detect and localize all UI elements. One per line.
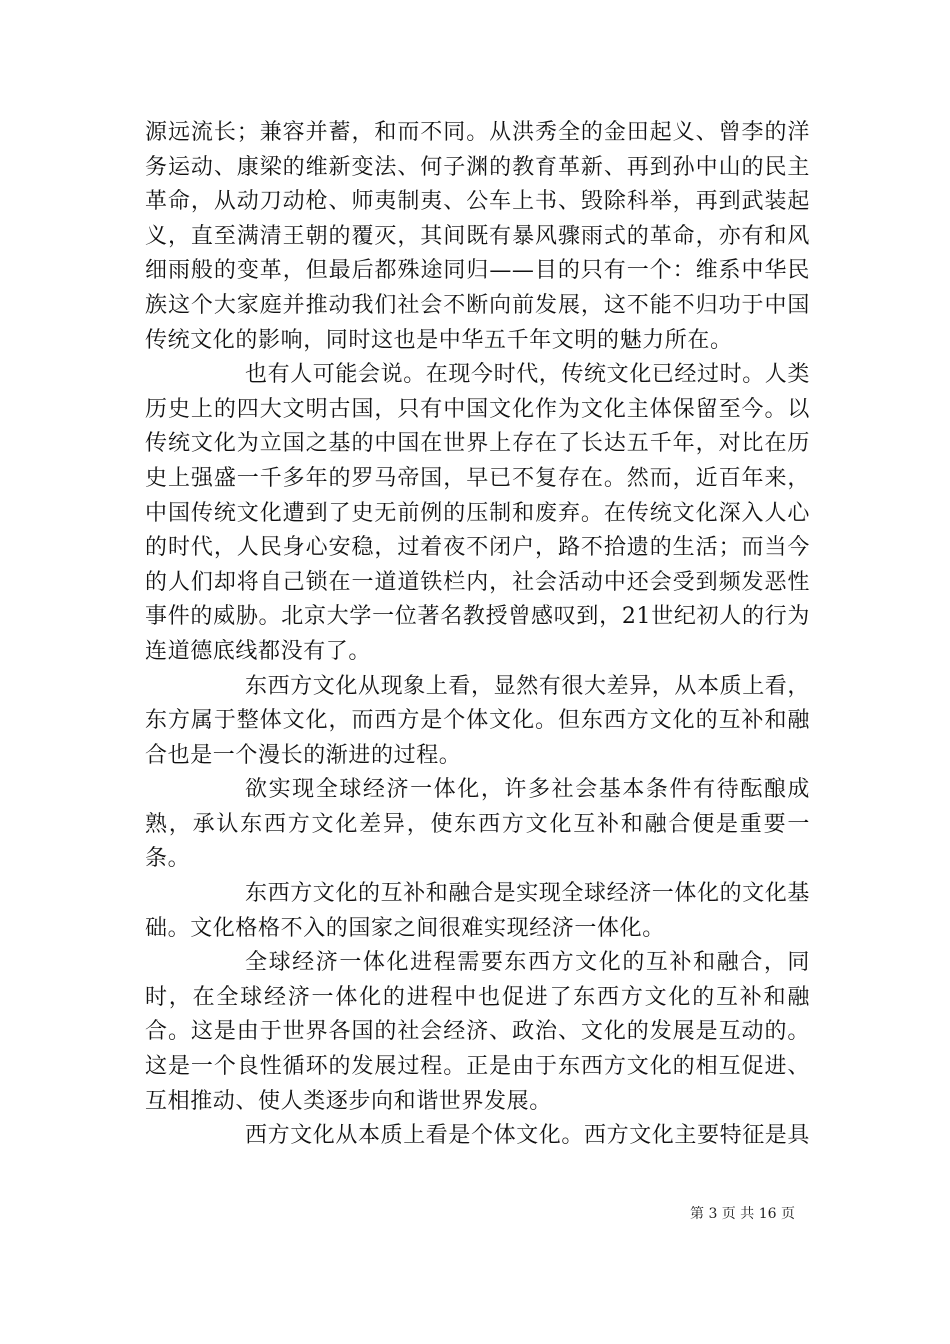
paragraph-5: 东西方文化的互补和融合是实现全球经济一体化的文化基础。文化格格不入的国家之间很难实现经济一体化。: [145, 881, 811, 941]
paragraph-3: 东西方文化从现象上看，显然有很大差异，从本质上看，东方属于整体文化，而西方是个体文化。但东西方文化的互补和融合也是一个漫长的渐进的过程。: [145, 673, 811, 768]
document-body: [145, 116, 810, 1154]
paragraph-4: 欲实现全球经济一体化，许多社会基本条件有待酝酿成熟，承认东西方文化差异，使东西方文化互补和融合便是重要一条。: [145, 777, 810, 872]
paragraph-1: 源远流长；兼容并蓄，和而不同。从洪秀全的金田起义、曾李的洋务运动、康梁的维新变法、何子渊的教育革新、再到孙中山的民主革命，从动刀动枪、师夷制夷、公车上书、毁除科举，再到武装起义，直至满清王朝的覆灭，其间既有暴风骤雨式的革命，亦有和风细雨般的变革，但最后都殊途同归——目的只有一个：维系中华民族这个大家庭并推动我们社会不断向前发展，这不能不归功于中国传统文化的影响，同时这也是中华五千年文明的魅力所在。: [145, 120, 810, 353]
page-number-footer: 第 3 页 共 16 页: [690, 1206, 795, 1222]
paragraph-2: 也有人可能会说。在现今时代，传统文化已经过时。人类历史上的四大文明古国，只有中国文化作为文化主体保留至今。以传统文化为立国之基的中国在世界上存在了长达五千年，对比在历史上强盛一千多年的罗马帝国，早已不复存在。然而，近百年来，中国传统文化遭到了史无前例的压制和废弃。在传统文化深入人心的时代，人民身心安稳，过着夜不闭户，路不拾遗的生活；而当今的人们却将自己锁在一道道铁栏内，社会活动中还会受到频发恶性事件的威胁。北京大学一位著名教授曾感叹到，21世纪初人的行为连道德底线都没有了。: [145, 362, 811, 664]
paragraph-6: 全球经济一体化进程需要东西方文化的互补和融合，同时，在全球经济一体化的进程中也促进了东西方文化的互补和融合。这是由于世界各国的社会经济、政治、文化的发展是互动的。这是一个良性循环的发展过程。正是由于东西方文化的相互促进、互相推动、使人类逐步向和谐世界发展。: [145, 950, 810, 1114]
paragraph-7: 西方文化从本质上看是个体文化。西方文化主要特征是具: [245, 1123, 811, 1149]
